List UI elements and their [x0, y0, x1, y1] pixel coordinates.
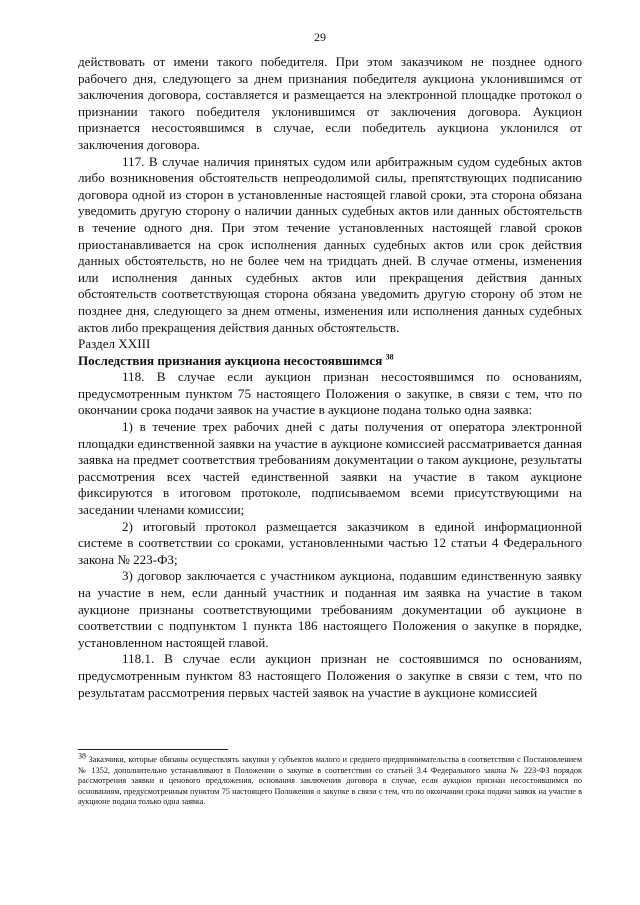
document-body [78, 54, 582, 701]
list-item-3: 3) договор заключается с участником аукциона, подавшим единственную заявку на участие в нем, если данный участник и поданная им заявка на участие в таком аукционе признаны соответствующими требованиям документации об аукционе в соответствии с подпунктом 1 пункта 186 настоящего Положения о закупке в порядке, установленном настоящей главой. [78, 568, 582, 650]
footnote-text: Заказчики, которые обязаны осуществлять закупки у субъектов малого и среднего предпринимательства в соответствии с Постановлением № 1352, дополнительно устанавливают в Положении о закупке в соответствии со статьей 3.4 Федерального закона № 223-ФЗ порядок рассмотрения заявки и ценового предложения, основания заключения договора в случае, если аукцион признан несостоявшимся по основаниям, предусмотренным пунктом 75 настоящего Положения о закупке в связи с тем, что по окончании срока подачи заявок на участие в аукционе подана только одна заявка. [78, 755, 582, 807]
section-label: Раздел XXIII [78, 336, 151, 352]
footnote-ref: 38 [385, 352, 394, 362]
list-item-1: 1) в течение трех рабочих дней с даты получения от оператора электронной площадки единственной заявки на участие в аукционе комиссией рассматривается данная заявка на предмет соответствия требованиям документации о таком аукционе, результаты рассмотрения всех частей единственной заявки на участие в таком аукционе фиксируются в итоговом протоколе, подписываемом всеми присутствующими на заседании членами комиссии; [78, 419, 582, 518]
footnote-number: 38 [78, 751, 86, 761]
list-item-2: 2) итоговый протокол размещается заказчиком в единой информационной системе в соответствии со сроками, установленными частью 12 статьи 4 Федерального закона № 223-ФЗ; [78, 518, 582, 567]
page-number: 29 [314, 30, 326, 44]
paragraph-118: 118. В случае если аукцион признан несостоявшимся по основаниям, предусмотренным пунктом 75 настоящего Положения о закупке, в связи с тем, что по окончании срока подачи заявок на участие в аукционе подана только одна заявка: [78, 369, 582, 418]
section-title-text: Последствия признания аукциона несостоявшимся [78, 352, 383, 368]
section-title [78, 353, 582, 370]
paragraph-118-1: 118.1. В случае если аукцион признан не состоявшимся по основаниям, предусмотренным пунктом 83 настоящего Положения о закупке в связи с тем, что по результатам рассмотрения первых частей заявок на участие в аукционе комиссией [78, 651, 582, 700]
footnote-divider [78, 749, 228, 750]
paragraph-117: 117. В случае наличия принятых судом или арбитражным судом судебных актов либо возникновения обстоятельств непреодолимой силы, препятствующих подписанию договора одной из сторон в установленные настоящей главой сроки, эта сторона обязана уведомить другую сторону о наличии данных судебных актов или данных обстоятельств в течение одного дня. При этом течение установленных настоящей главой сроков приостанавливается на срок исполнения данных судебных актов или срок действия данных обстоятельств, но не более чем на тридцать дней. В случае отмены, изменения или исполнения данных судебных актов или прекращения действия данных обстоятельств соответствующая сторона обязана уведомить другую сторону об этом не позднее дня, следующего за днем отмены, изменения или исполнения данных судебных актов либо прекращения действия данных обстоятельств. [78, 153, 582, 335]
footnote [78, 751, 582, 808]
paragraph-continuation: действовать от имени такого победителя. При этом заказчиком не позднее одного рабочего дня, следующего за днем признания победителя аукциона уклонившимся от заключения договора, составляется и размещается на электронной площадке протокол о признании такого победителя уклонившимся от заключения договора. Аукцион признается несостоявшимся в случае, если победитель аукциона уклонился от заключения договора. [78, 54, 582, 152]
